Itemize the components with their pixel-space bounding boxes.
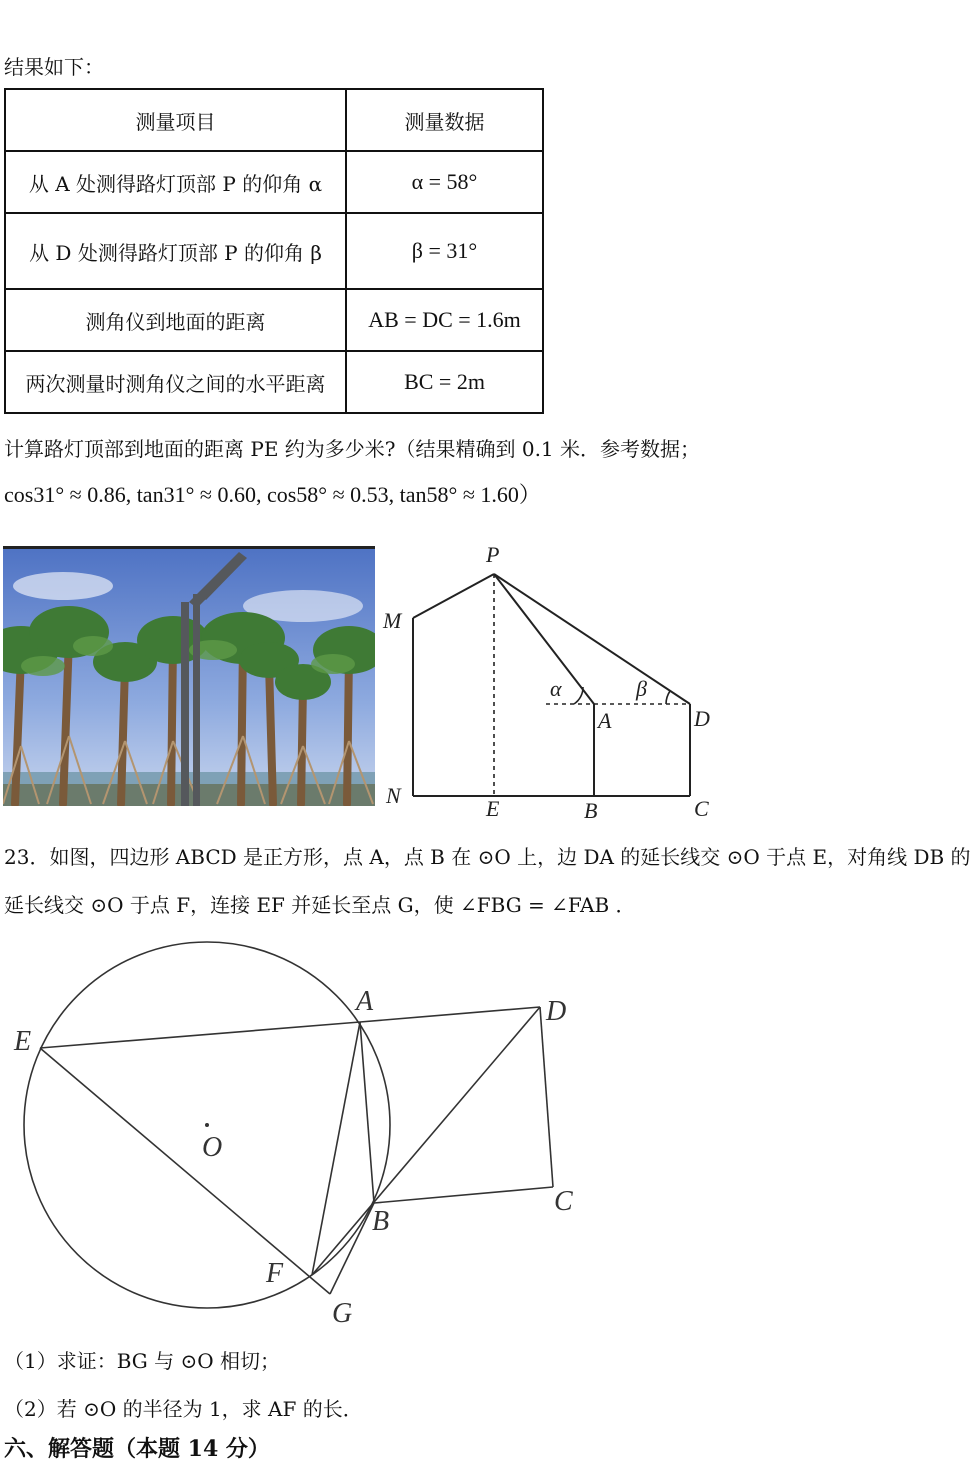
label-p: P (486, 542, 500, 567)
label-c2: C (554, 1186, 573, 1217)
table-row (5, 351, 543, 413)
label-a: A (598, 708, 612, 733)
label-alpha: α (550, 676, 562, 701)
measurement-table (4, 88, 544, 414)
label-g2: G (332, 1298, 353, 1329)
label-e: E (486, 796, 500, 821)
circle-square-figure (0, 930, 600, 1330)
intro-text: 结果如下： (4, 55, 104, 79)
table-cell-data: α = 58° (346, 151, 543, 213)
table-row (5, 289, 543, 351)
table-row (5, 151, 543, 213)
street-lamp-photo (3, 546, 375, 806)
table-cell-item: 测角仪到地面的距离 (5, 289, 346, 351)
table-cell-data: AB = DC = 1.6m (346, 289, 543, 351)
table-cell-data: BC = 2m (346, 351, 543, 413)
table-row (5, 213, 543, 289)
table-header-item: 测量项目 (5, 89, 346, 151)
label-c: C (694, 796, 709, 821)
section-heading: 六、解答题（本题 14 分） (4, 1436, 270, 1462)
label-a2: A (356, 986, 374, 1017)
question22-line1: 计算路灯顶部到地面的距离 PE 约为多少米?（结果精确到 0.1 米．参考数据； (4, 437, 701, 461)
label-d: D (694, 706, 710, 731)
label-b: B (584, 798, 598, 823)
question23-line2: 延长线交 ⊙O 于点 F，连接 EF 并延长至点 G，使 ∠FBG = ∠FAB ． (4, 893, 636, 917)
question23-part2: （2）若 ⊙O 的半径为 1，求 AF 的长． (4, 1397, 363, 1421)
question22-line2: cos31° ≈ 0.86, tan31° ≈ 0.60, cos58° ≈ 0.53, tan58° ≈ 1.60） (4, 482, 541, 507)
label-m: M (383, 608, 402, 633)
table-cell-item: 从 A 处测得路灯顶部 P 的仰角 α (5, 151, 346, 213)
label-b2: B (372, 1206, 390, 1237)
lamp-geometry-figure (378, 540, 723, 825)
table-cell-item: 两次测量时测角仪之间的水平距离 (5, 351, 346, 413)
label-e2: E (14, 1026, 32, 1057)
table-cell-item: 从 D 处测得路灯顶部 P 的仰角 β (5, 213, 346, 289)
label-beta: β (636, 676, 647, 701)
label-f2: F (266, 1258, 284, 1289)
question23-line1: 23．如图，四边形 ABCD 是正方形，点 A，点 B 在 ⊙O 上，边 DA 的延长线交 ⊙O 于点 E，对角线 DB 的 (4, 845, 971, 869)
label-n: N (386, 783, 401, 808)
table-cell-data: β = 31° (346, 213, 543, 289)
label-o2: O (202, 1132, 223, 1163)
table-header-data: 测量数据 (346, 89, 543, 151)
label-d2: D (546, 996, 567, 1027)
question23-part1: （1）求证：BG 与 ⊙O 相切； (4, 1349, 280, 1373)
table-header-row (5, 89, 543, 151)
